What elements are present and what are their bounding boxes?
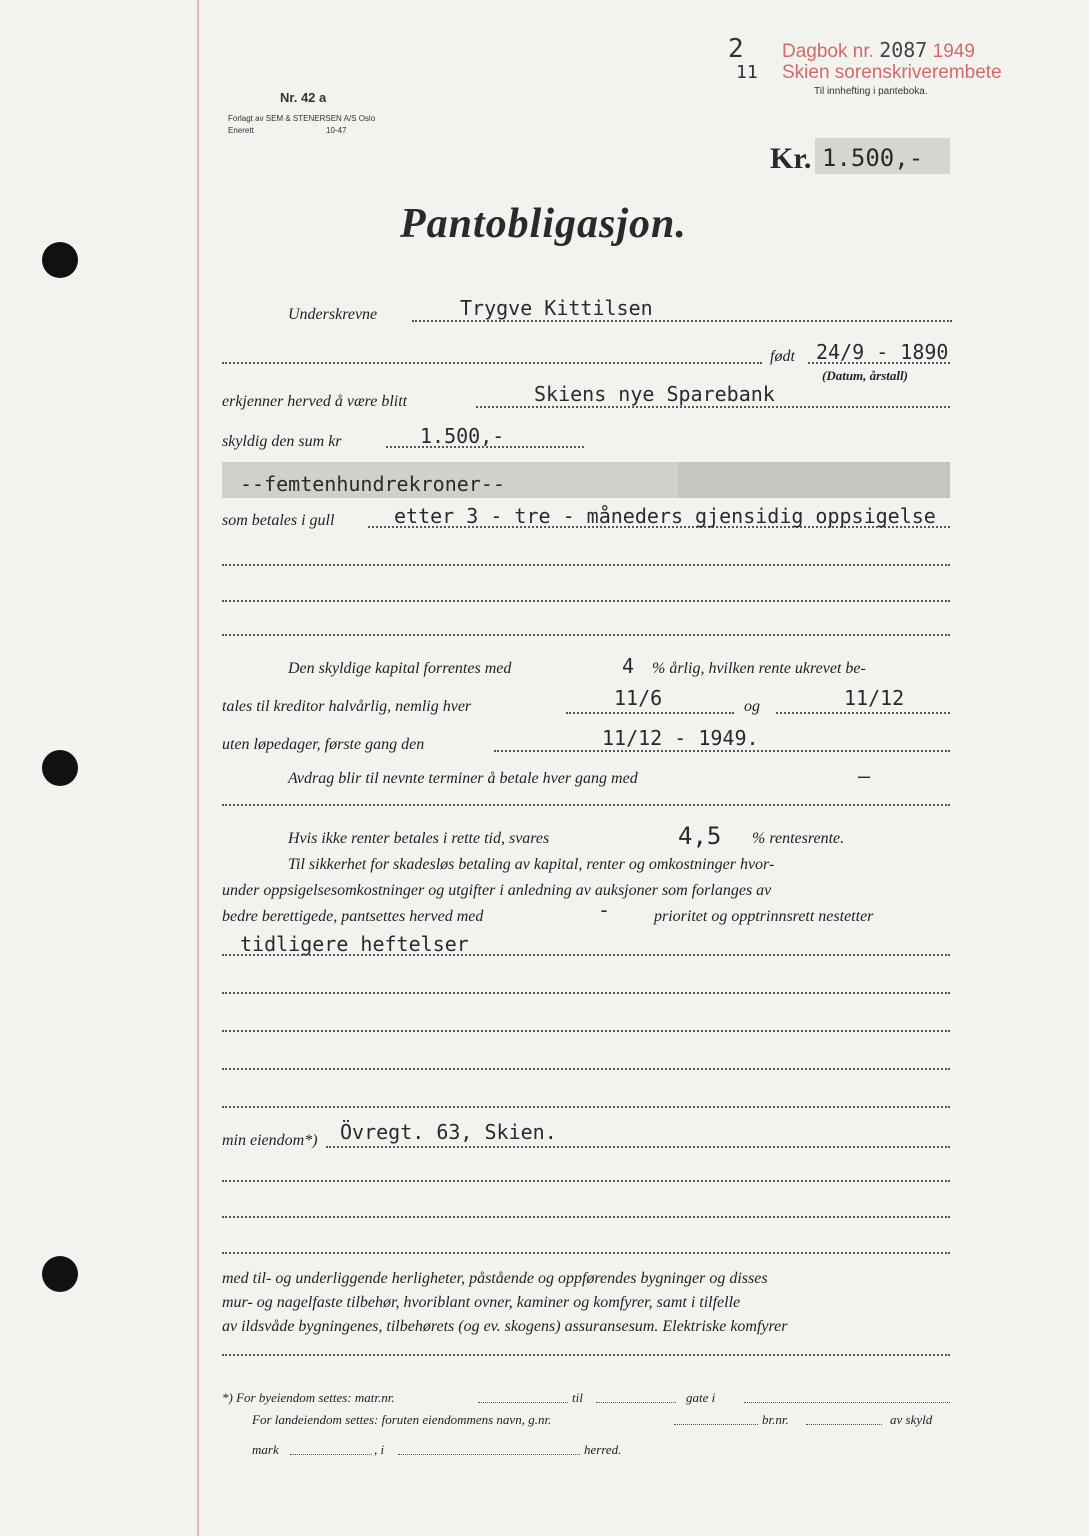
punch-hole-middle [42,750,78,786]
document-title: Pantobligasjon. [400,201,687,247]
handwritten-month: 11 [736,62,758,83]
footnote-mark: mark [252,1442,279,1457]
creditor-value: Skiens nye Sparebank [534,382,775,406]
interest-tail: % årlig, hvilken rente ukrevet be- [652,660,866,677]
prioritet-tail: prioritet og opptrinnsrett nestetter [654,908,874,925]
underskrevne-label: Underskrevne [288,306,378,323]
blank-line-10 [222,1252,950,1254]
fodt-label: født [770,348,795,365]
amount-words-field-shade [678,462,950,498]
date2-line [776,712,950,714]
blank-line-7 [222,1106,950,1108]
eiendom-line [326,1146,950,1148]
blank-line-9 [222,1216,950,1218]
footnote-by-label: *) For byeiendom settes: matr.nr. [222,1390,395,1405]
footnote-herred: herred. [584,1442,622,1457]
footnote-til-line [596,1402,676,1403]
margin-rule [197,0,199,1536]
blank-line-5 [222,1030,950,1032]
penalty-rate: 4,5 [678,822,722,850]
footnote-mark-line [290,1454,372,1455]
erkjenner-line [476,406,950,408]
dagbok-year: 1949 [932,41,975,62]
closing-line-2: mur- og nagelfaste tilbehør, hvoriblant ovner, kaminer og komfyrer, samt i tilfelle [222,1294,741,1311]
sikkerhet-line-2: under oppsigelsesomkostninger og utgifter i anledning av auksjoner som forlanges av [222,882,772,899]
blank-line-1 [222,564,950,566]
footnote-gnr-line [674,1424,758,1425]
office-name: Skien sorenskriverembete [782,62,1002,83]
heftelser-line [222,954,950,956]
blank-line-3 [222,634,950,636]
form-number: Nr. 42 a [280,90,327,105]
underskrevne-line [412,320,952,322]
stamp-note: Til innhefting i panteboka. [814,86,928,97]
avdrag-value: — [858,764,871,788]
footnote-brnr: br.nr. [762,1412,789,1427]
avdrag-label: Avdrag blir til nevnte terminer å betale hver gang med [288,770,638,787]
interest-label: Den skyldige kapital forrentes med [288,660,512,677]
footnote-gate-line [744,1402,950,1403]
interest-rate: 4 [622,654,635,678]
blank-line-8 [222,1180,950,1182]
closing-line-3: av ildsvåde bygningenes, tilbehørets (og ev. skogens) assuransesum. Elektriske komfyrer [222,1318,788,1335]
property-value: Övregt. 63, Skien. [340,1120,557,1144]
forste-gang-label: uten løpedager, første gang den [222,736,425,753]
eiendom-label: min eiendom*) [222,1132,318,1149]
amount-words: --femtenhundrekroner-- [240,472,505,496]
publisher-date: 10-47 [326,126,347,135]
dagbok-stamp [782,38,975,63]
fodt-hint: (Datum, årstall) [822,368,908,383]
date1-line [566,712,734,714]
heftelser-value: tidligere heftelser [240,932,469,956]
punch-hole-top [42,242,78,278]
footnote-land-label: For landeiendom settes: foruten eiendommens navn, g.nr. [252,1412,552,1427]
sikkerhet-line-1: Til sikkerhet for skadesløs betaling av kapital, renter og omkostninger hvor- [288,856,775,873]
footnote-matr-line [478,1402,568,1403]
handwritten-day: 2 [728,34,744,64]
publisher-line: Forlagt av SEM & STENERSEN A/S Oslo [228,114,376,123]
betales-label: som betales i gull [222,512,335,529]
amount-label: Kr. [770,142,812,175]
blank-line-6 [222,1068,950,1070]
avdrag-line [222,804,950,806]
fodt-value: 24/9 - 1890 [816,340,949,364]
first-payment-date: 11/12 - 1949. [602,726,759,750]
dagbok-label: Dagbok nr. [782,41,874,62]
skyldig-value: 1.500,- [420,424,505,448]
underskrevne-value: Trygve Kittilsen [460,296,653,320]
betales-value: etter 3 - tre - måneders gjensidig oppsigelse [394,504,936,528]
footnote-skyld: av skyld [890,1412,933,1427]
name-continuation-line [222,362,762,364]
footnote-brnr-line [806,1424,882,1425]
dagbok-number: 2087 [879,38,928,62]
prioritet-value: - [598,898,611,922]
amount-value: 1.500,- [822,144,924,172]
term-date-2: 11/12 [844,686,905,710]
fodt-line [808,362,950,364]
blank-line-4 [222,992,950,994]
rentesrente-label: Hvis ikke renter betales i rette tid, svares [288,830,550,847]
punch-hole-bottom [42,1256,78,1292]
footnote-i: , i [374,1442,385,1457]
footnote-gate: gate i [686,1390,716,1405]
footnote-herred-line [398,1454,580,1455]
blank-line-2 [222,600,950,602]
term-date-1: 11/6 [614,686,663,710]
publisher-enerett: Enerett [228,126,254,135]
closing-line [222,1354,950,1356]
closing-line-1: med til- og underliggende herligheter, påstående og oppførendes bygninger og disses [222,1270,768,1287]
erkjenner-label: erkjenner herved å være blitt [222,393,408,410]
rentesrente-tail: % rentesrente. [752,830,845,847]
forste-gang-line [494,750,950,752]
footnote-til: til [572,1390,583,1405]
skyldig-label: skyldig den sum kr [222,433,342,450]
halvarlig-label: tales til kreditor halvårlig, nemlig hver [222,698,472,715]
og-label: og [744,698,760,715]
pantsettes-label: bedre berettigede, pantsettes herved med [222,908,484,925]
